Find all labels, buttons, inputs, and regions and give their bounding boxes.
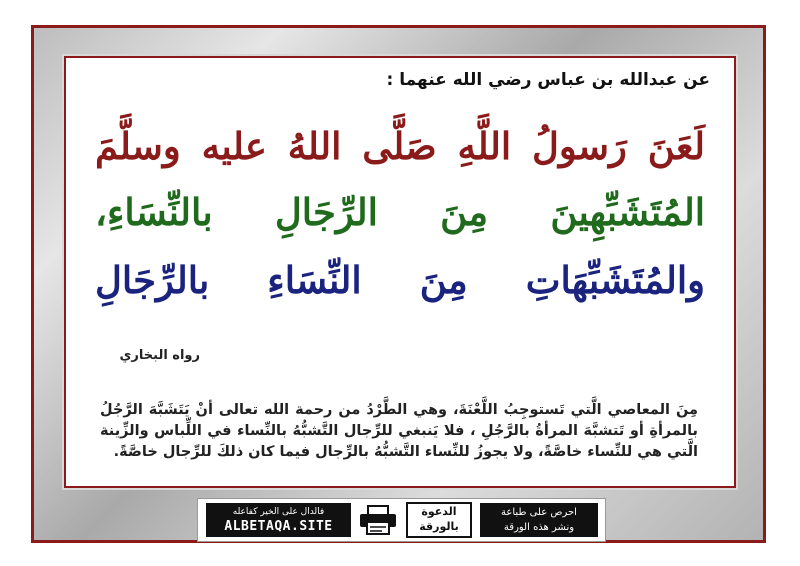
explanation-text: مِنَ المعاصي الَّتي تَستوجِبُ اللَّعْنَةَ، وهي الطَّرْدُ من رحمة الله تعالى أنْ يَتَشَبَّهَ الرَّجُلُ بالمرأةِ أو تَتشبَّهَ المرأةُ بالرَّجُلِ ، فلا يَنبغي للرِّجال التَّشبُّهُ بالنِّساء في اللِّباس والزِّينة الَّتي هي للنِّساء خاصَّةً، ولا يجوزُ للنِّساء التَّشبُّهُ بالرِّجال فيما كان ذلكَ للرِّجال خاصَّةً. [100, 402, 698, 460]
print-note [480, 503, 598, 537]
logo-line-1: الدعوة [421, 505, 457, 518]
site-url: ALBETAQA.SITE [224, 519, 333, 534]
footer-bar [197, 498, 606, 542]
site-tagline: فالدال على الخير كفاعله [232, 507, 325, 517]
narrator-line: عن عبدالله بن عباس رضي الله عنهما : [386, 70, 710, 90]
dawah-logo [406, 502, 472, 538]
print-note-line-1: احرص على طباعة [501, 507, 577, 518]
hadith-line-1: لَعَنَ رَسولُ اللَّهِ صَلَّى اللهُ عليه وسلَّمَ [95, 124, 705, 168]
hadith-source: رواه البخاري [119, 348, 200, 363]
site-badge [206, 503, 351, 537]
logo-line-2: بالورقة [419, 520, 459, 533]
hadith-line-2: المُتَشَبِّهِينَ مِنَ الرِّجَالِ بالنِّسَاءِ، [95, 190, 705, 234]
hadith-line-3: والمُتَشَبِّهَاتِ مِنَ النِّسَاءِ بالرِّجَالِ [95, 258, 705, 302]
printer-icon [358, 505, 398, 535]
print-note-line-2: ونشر هذه الورقة [503, 522, 575, 533]
